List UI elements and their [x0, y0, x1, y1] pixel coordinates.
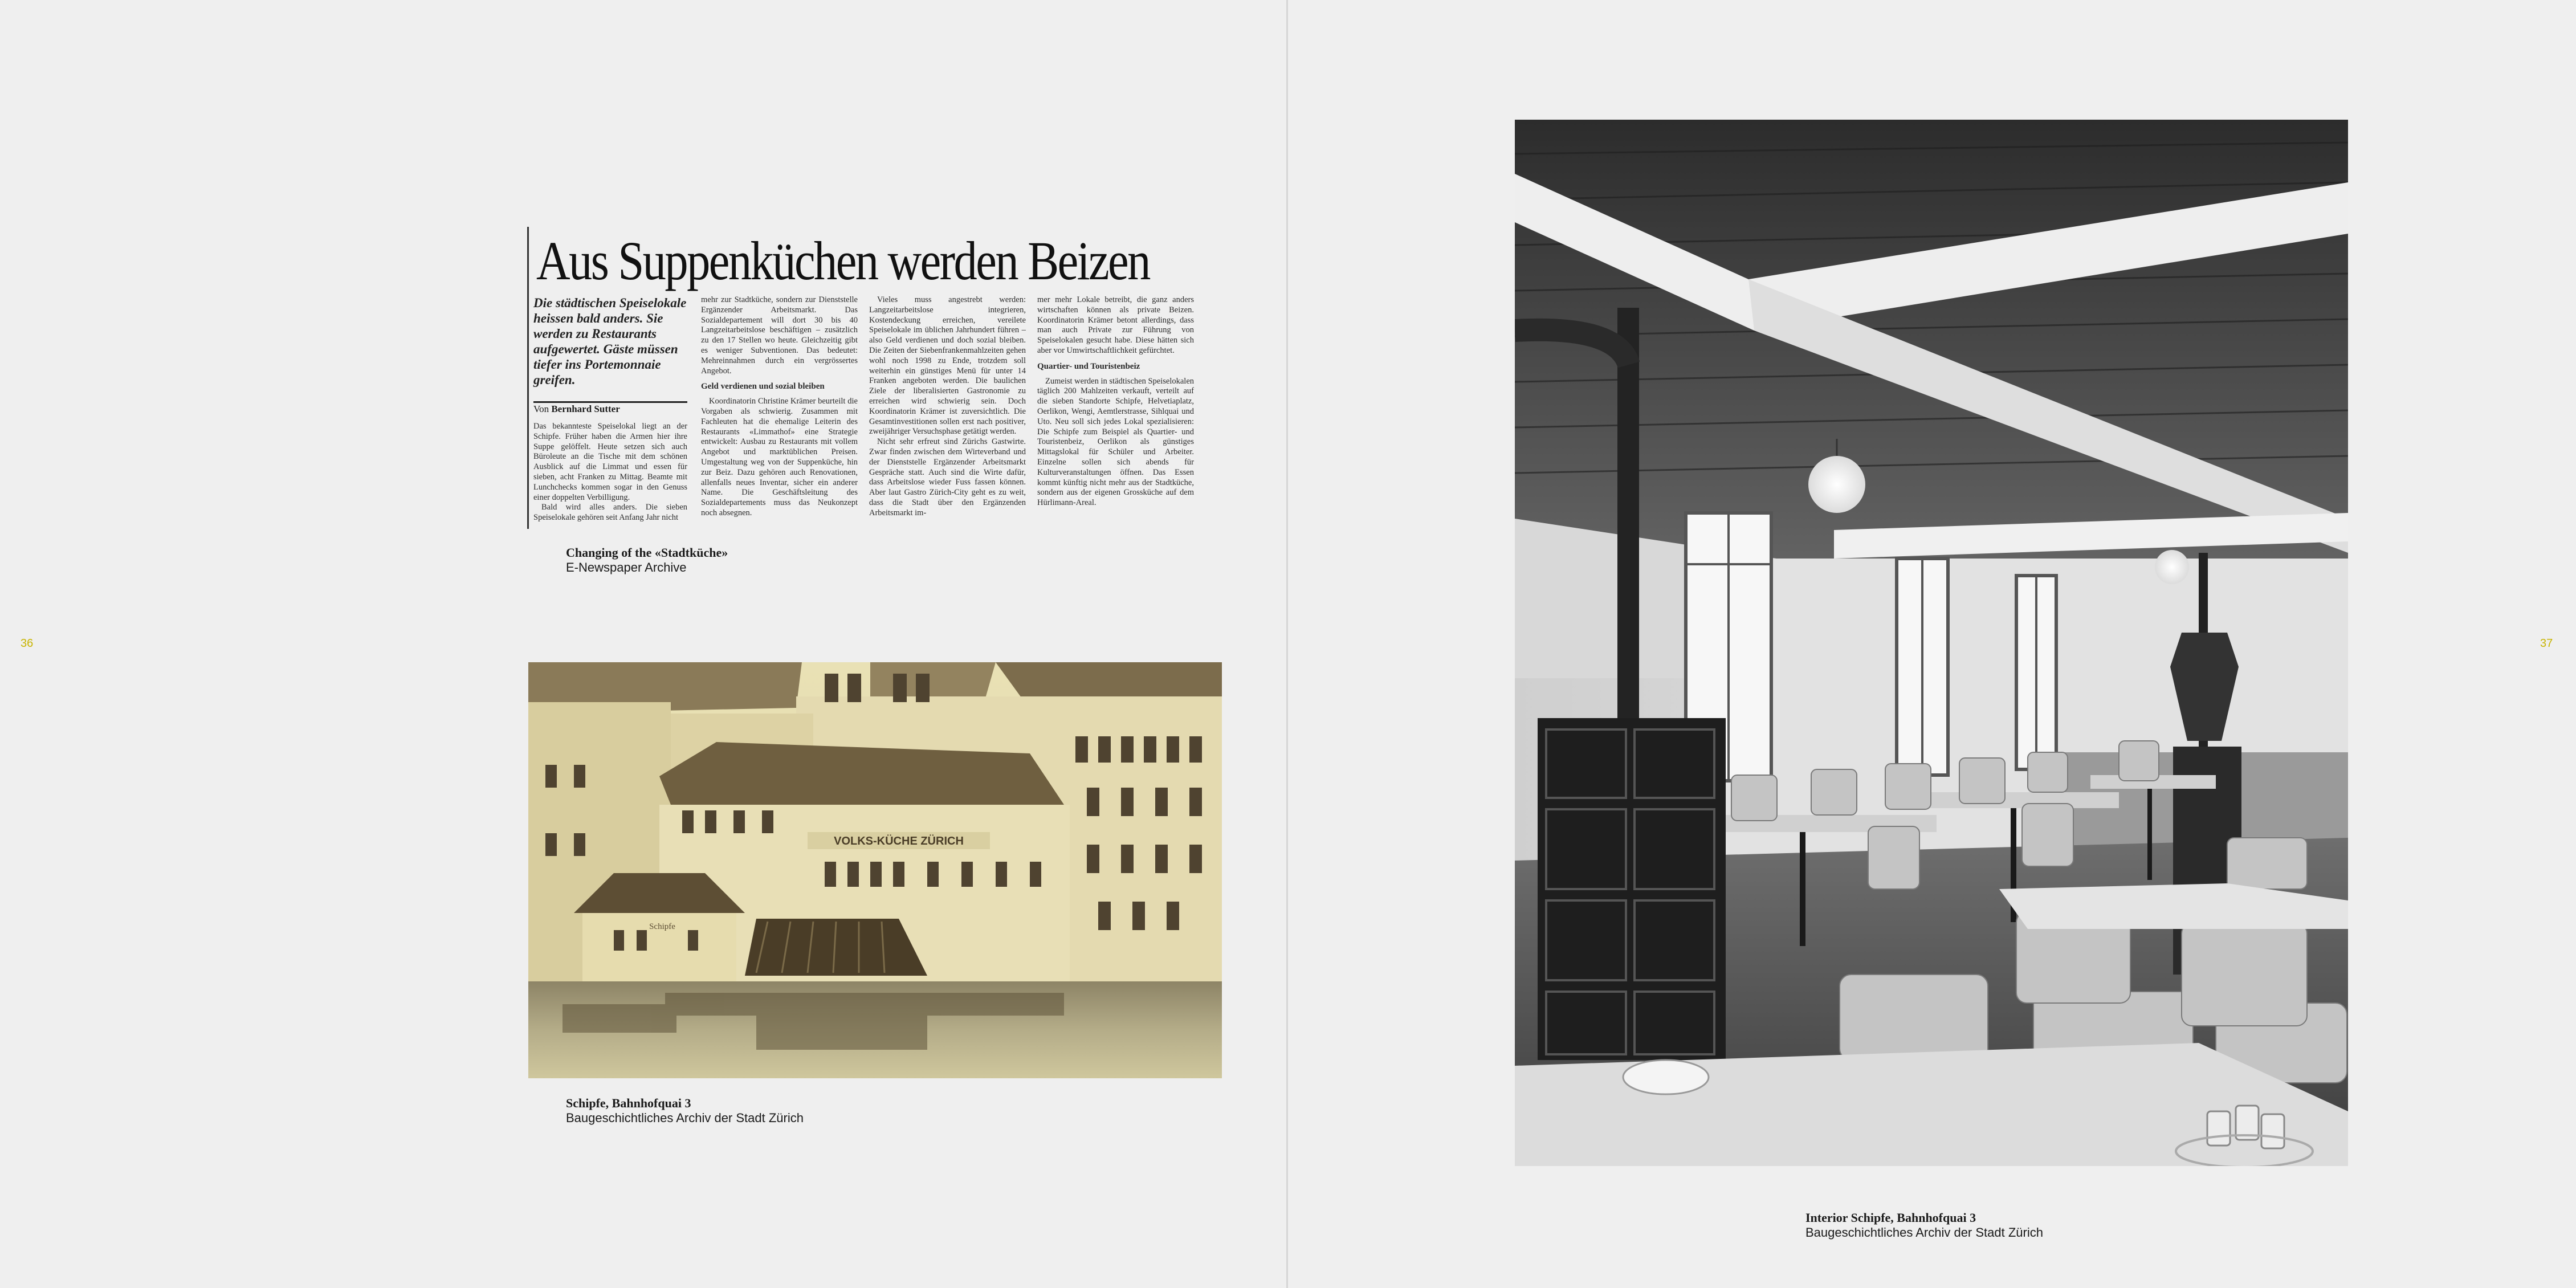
page-number-right: 37 [2540, 637, 2553, 650]
paragraph: Vieles muss angestrebt werden: Langzeitarbeitslose integrieren, Kostendeckung erreichen, vereilete Speiselokale im üblichen Jahrhundert führen – also Geld verdienen und doch sozial bleiben. Die Zeiten der Siebenfrankenmahlzeiten gehen wohl noch 1998 zu Ende, trotzdem soll weiterhin ein günstiges Menü für unter 14 Franken angeboten werden. Die baulichen Ziele der liberalisierten Gastronomie zu erreichen wird schwierig sein. Doch Koordinatorin Krämer ist zuversichtlich. Die Gesamtinvestitionen sollen erst nach positiver, zweijähriger Versuchsphase getätigt werden. [869, 295, 1026, 437]
article-lead: Die städtischen Speiselokale heissen bald anders. Sie werden zu Restaurants aufgewertet. Gäste müssen tiefer ins Portemonnaie greifen. [533, 296, 687, 387]
article-column-2 [701, 295, 858, 526]
photo1-caption [566, 1096, 804, 1126]
paragraph: Nicht sehr erfreut sind Zürichs Gastwirte. Zwar finden zwischen dem Wirteverband und der Dienststelle Ergänzender Arbeitsmarkt Gespräche statt. Auch sind die Wirte dafür, dass Arbeitslose wieder Fuss fassen können. Aber laut Gastro Zürich-City geht es zu weit, dass die Stadt über den Ergänzenden Arbeitsmarkt im- [869, 437, 1026, 517]
paragraph: mehr zur Stadtküche, sondern zur Dienststelle Ergänzender Arbeitsmarkt. Das Sozialdepartement will dort 30 bis 40 Langzeitarbeitslose beschäftigen – zusätzlich zu den 17 Stellen wo heute. Gleichzeitig gibt es weniger Subventionen. Das bedeutet: Mehreinnahmen durch ein vergrössertes Angebot. [701, 295, 858, 376]
caption-source: Baugeschichtliches Archiv der Stadt Zürich [566, 1111, 804, 1125]
paragraph: Koordinatorin Christine Krämer beurteilt die Vorgaben als schwierig. Zusammen mit Fachleuten hat die ehemalige Leiterin des Restaurants «Limmathof» eine Strategie entwickelt: Ausbau zu Restaurants mit vollem Angebot und marktüblichen Preisen. Umgestaltung weg von der Suppenküche, hin zur Beiz. Dazu gehören auch Renovationen, allenfalls neues Inventar, sicher ein anderer Name. Die Geschäftsleitung des Sozialdepartements muss das Neukonzept noch absegnen. [701, 397, 858, 517]
article-headline: Aus Suppenküchen werden Beizen [536, 230, 1150, 291]
paragraph: Bald wird alles anders. Die sieben Speiselokale gehören seit Anfang Jahr nicht [533, 503, 687, 523]
article-column-4 [1037, 295, 1194, 526]
sign-schipfe: Schipfe [649, 922, 675, 931]
byline-author: Bernhard Sutter [551, 403, 620, 414]
caption-source: E-Newspaper Archive [566, 560, 687, 574]
paragraph: Zumeist werden in städtischen Speiselokalen täglich 200 Mahlzeiten verkauft, verteilt auf die sieben Standorte Schipfe, Helvetiaplatz, Oerlikon, Wengi, Aemtlerstrasse, Sihlquai und Uto. Neu soll sich jedes Lokal spezialisieren: Die Schipfe zum Beispiel als Quartier- und Touristenbeiz, Oerlikon als günstiges Mittagslokal für Schüler und Arbeiter. Einzelne sollen sich abends für Kulturveranstaltungen öffnen. Das Essen kommt künftig nicht mehr aus der Stadtküche, sondern aus der eigenen Grossküche auf dem Hürlimann-Areal. [1037, 376, 1194, 508]
subheading: Quartier- und Touristenbeiz [1037, 361, 1140, 371]
page-number-left: 36 [21, 637, 34, 650]
article-column-3 [869, 295, 1026, 526]
caption-title: Changing of the «Stadtküche» [566, 545, 728, 560]
paragraph: mer mehr Lokale betreibt, die ganz anders wirtschaften können als private Beizen. Koordinatorin Krämer betont allerdings, dass man auch Private zur Führung von Speiselokalen gesucht habe. Diese hätten sich aber vor Umwirtschaftlichkeit gefürchtet. [1037, 295, 1194, 355]
article-column-1 [533, 422, 687, 524]
book-spread: 36 37 Aus Suppenküchen werden Beizen Die städtischen Speiselokale heissen bald anders. Sie werden zu Restaurants aufgewertet. Gäste müssen tiefer ins Portemonnaie greifen. Von Bernhard Sutter Das bekannteste Speiselokal liegt an der Schipfe. Früher haben die Armen hier ihre Suppe gelöffelt. Heute setzen sich auch Büroleute an die Tische mit dem schönen Ausblick auf die Limmat und essen für sieben, acht Franken zu Mittag. Beamte mit Lunchchecks kommen sogar in den Genuss einer doppelten Verbilligung. Bald wird alles anders. Die sieben Speiselokale gehören seit Anfang Jahr nicht mehr zur Stadtküche, sondern zur Dienststelle Ergänzender Arbeitsmarkt. Das Sozialdepartement will dort 30 bis 40 Langzeitarbeitslose beschäftigen – zusätzlich zu den 17 Stellen wo heute. Gleichzeitig gibt es weniger Subventionen. Das bedeutet: Mehreinnahmen durch ein vergrössertes Angebot. Geld verdienen und sozial bleiben Koordinatorin Christine Krämer beurteilt die Vorgaben als schwierig. Zusammen mit Fachleuten hat die ehemalige Leiterin des Restaurants «Limmathof» eine Strategie entwickelt: Ausbau zu Restaurants mit vollem Angebot und marktüblichen Preisen. Umgestaltung weg von der Suppenküche, hin zur Beiz. Dazu gehören auch Renovationen, allenfalls neues Inventar, sicher ein anderer Name. Die Geschäftsleitung des Sozialdepartements muss das Neukonzept noch absegnen. Vieles muss angestrebt werden: Langzeitarbeitslose integrieren, Kostendeckung erreichen, vereilete Speiselokale im üblichen Jahrhundert führen – also Geld verdienen und doch sozial bleiben. Die Zeiten der Siebenfrankenmahlzeiten gehen wohl noch 1998 zu Ende, trotzdem soll weiterhin ein günstiges Menü für unter 14 Franken angeboten werden. Die baulichen Ziele der liberalisierten Gastronomie zu erreichen wird schwierig sein. Doch Koordinatorin Krämer ist zuversichtlich. Die Gesamtinvestitionen sollen erst nach positiver, zweijähriger Versuchsphase getätigt werden. Nicht sehr erfreut sind Zürichs Gastwirte. Zwar finden zwischen dem Wirteverband und der Dienststelle Ergänzender Arbeitsmarkt Gespräche statt. Auch sind die Wirte dafür, dass Arbeitslose wieder Fuss fassen können. Aber laut Gastro Zürich-City geht es zu weit, dass die Stadt über den Ergänzenden Arbeitsmarkt im- mer mehr Lokale betreibt, die ganz anders wirtschaften können als private Beizen. Koordinatorin Krämer betont allerdings, dass man auch Private zur Führung von Speiselokalen gesucht habe. Diese hätten sich aber vor Umwirtschaftlichkeit gefürchtet. Quartier- und Touristenbeiz Zumeist werden in städtischen Speiselokalen täglich 200 Mahlzeiten verkauft, verteilt auf die sieben Standorte Schipfe, Helvetiaplatz, Oerlikon, Wengi, Aemtlerstrasse, Sihlquai und Uto. Neu soll sich jedes Lokal spezialisieren: Die Schipfe zum Beispiel als Quartier- und Touristenbeiz, Oerlikon als günstiges Mittagslokal für Schüler und Arbeiter. Einzelne sollen sich abends für Kulturveranstaltungen öffnen. Das Essen kommt künftig nicht mehr aus der Stadtküche, sondern aus der eigenen Grossküche auf dem Hürlimann-Areal. Changing of the «Stadtküche» E-Newspaper Archive VOLKS-KÜCHE ZÜRICH Schipfe Schipfe, Bahnhofquai 3 Baugeschichtliches Archiv der Stadt Zürich Interior Schipfe, Bahnhofquai 3 Baugeschichtliches Archiv der Stadt Zürich [0, 0, 2576, 1288]
article-byline [533, 403, 620, 415]
photo-schipfe-interior [1515, 120, 2348, 1166]
subheading: Geld verdienen und sozial bleiben [701, 382, 825, 392]
gutter-fold [1286, 0, 1288, 1288]
newspaper-clipping [527, 227, 1194, 529]
byline-prefix: Von [533, 403, 552, 414]
byline-rule [533, 401, 687, 403]
caption-title: Schipfe, Bahnhofquai 3 [566, 1096, 691, 1110]
paragraph: Das bekannteste Speiselokal liegt an der Schipfe. Früher haben die Armen hier ihre Suppe gelöffelt. Heute setzen sich auch Büroleute an die Tische mit dem schönen Ausblick auf die Limmat und essen für sieben, acht Franken zu Mittag. Beamte mit Lunchchecks kommen sogar in den Genuss einer doppelten Verbilligung. [533, 422, 687, 502]
clipping-rule [527, 227, 529, 529]
sign-volkskueche: VOLKS-KÜCHE ZÜRICH [834, 835, 964, 847]
photo-schipfe-exterior [528, 662, 1222, 1078]
clipping-caption [566, 545, 728, 575]
